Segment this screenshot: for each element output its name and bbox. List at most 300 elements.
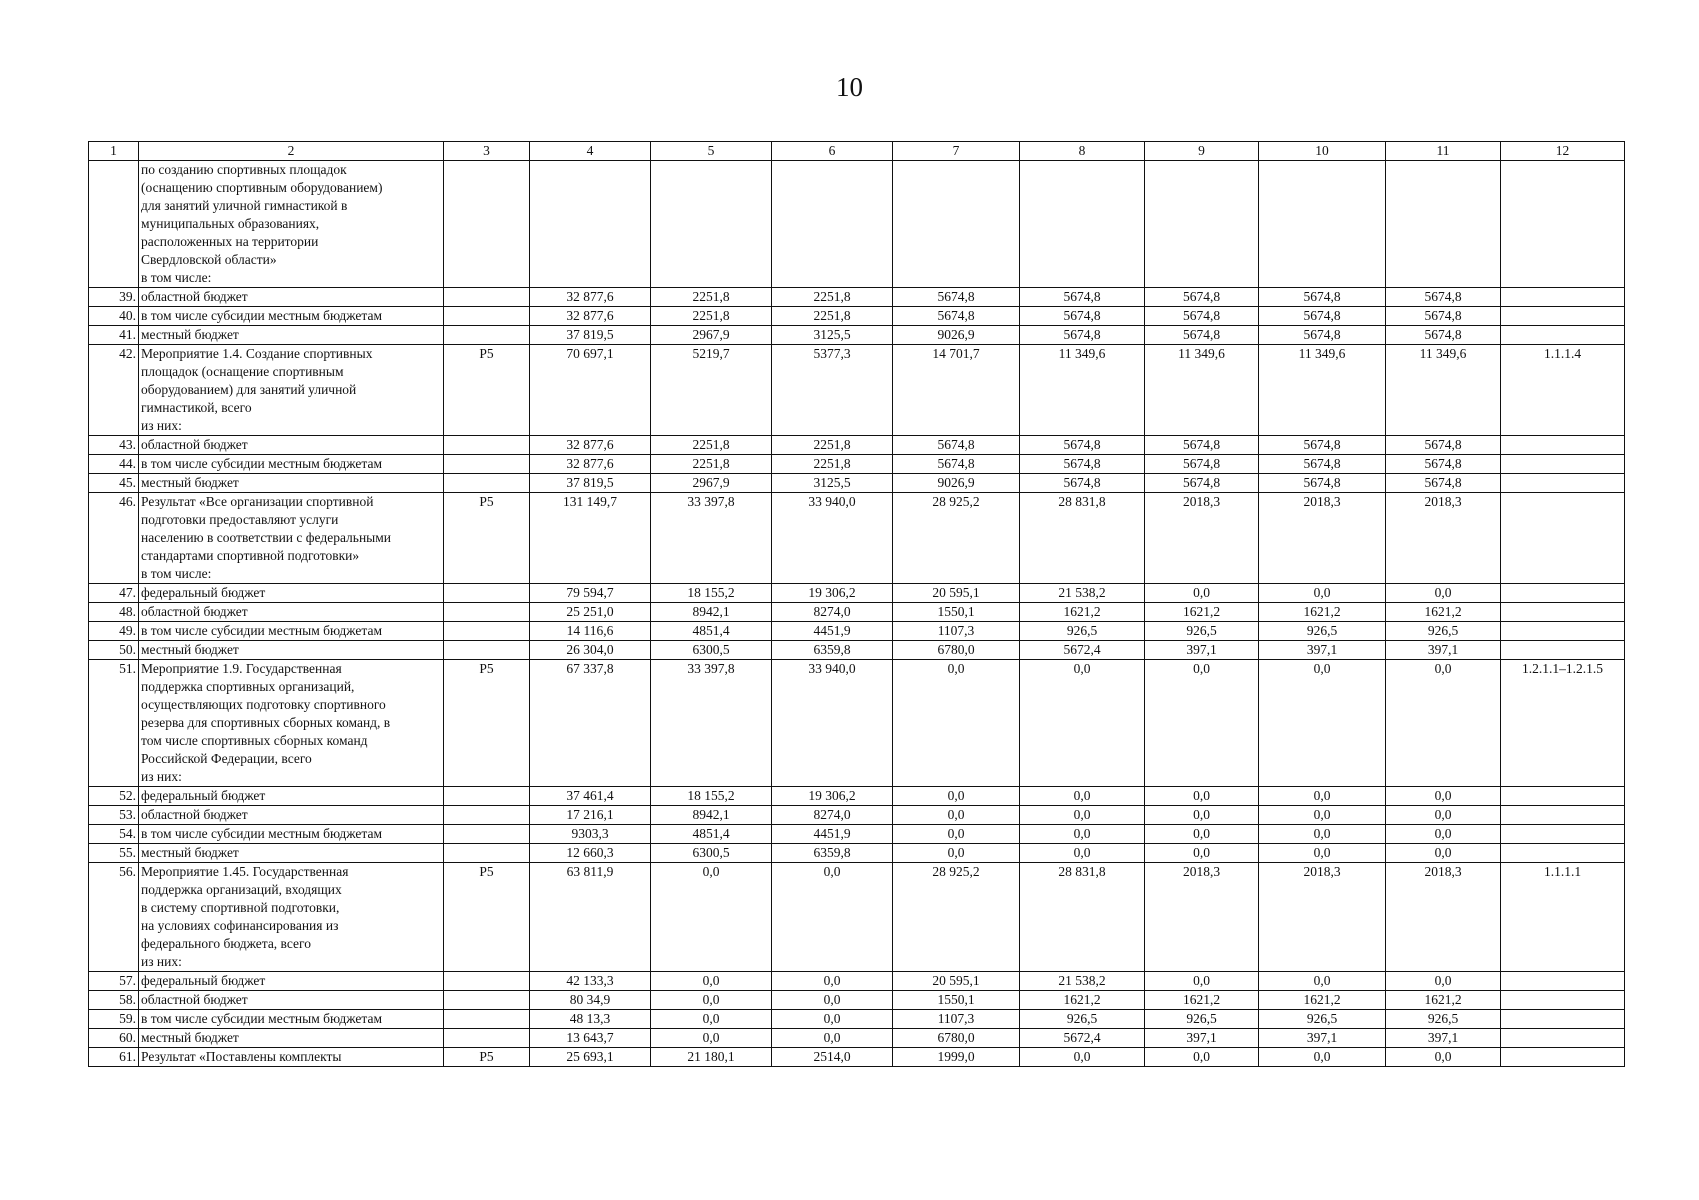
value-col-5: 8942,1	[651, 806, 772, 825]
value-col-6: 33 940,0	[772, 493, 893, 584]
value-col-6: 8274,0	[772, 806, 893, 825]
value-col-4: 48 13,3	[530, 1010, 651, 1029]
value-col-5: 4851,4	[651, 622, 772, 641]
value-col-10: 5674,8	[1259, 436, 1386, 455]
column-header: 10	[1259, 142, 1386, 161]
reference-code	[1501, 622, 1625, 641]
value-col-11: 0,0	[1386, 806, 1501, 825]
value-col-9: 926,5	[1145, 1010, 1259, 1029]
value-col-4: 32 877,6	[530, 436, 651, 455]
table-row	[89, 493, 1625, 584]
row-number: 41.	[89, 326, 139, 345]
row-description: местный бюджет	[139, 326, 444, 345]
row-description: областной бюджет	[139, 806, 444, 825]
value-col-9: 11 349,6	[1145, 345, 1259, 436]
value-col-10: 0,0	[1259, 844, 1386, 863]
value-col-11: 2018,3	[1386, 493, 1501, 584]
value-col-4: 25 693,1	[530, 1048, 651, 1067]
table-row	[89, 603, 1625, 622]
value-col-6: 0,0	[772, 991, 893, 1010]
value-col-8: 0,0	[1020, 660, 1145, 787]
value-col-10: 5674,8	[1259, 455, 1386, 474]
value-col-9: 0,0	[1145, 825, 1259, 844]
row-number: 52.	[89, 787, 139, 806]
row-description: областной бюджет	[139, 288, 444, 307]
table-row	[89, 660, 1625, 787]
value-col-7: 20 595,1	[893, 972, 1020, 991]
value-col-4: 79 594,7	[530, 584, 651, 603]
value-col-7: 1550,1	[893, 991, 1020, 1010]
value-col-11: 397,1	[1386, 1029, 1501, 1048]
value-col-4: 32 877,6	[530, 288, 651, 307]
value-col-7: 14 701,7	[893, 345, 1020, 436]
value-col-8: 11 349,6	[1020, 345, 1145, 436]
table-row	[89, 825, 1625, 844]
table-row	[89, 288, 1625, 307]
value-col-7: 1999,0	[893, 1048, 1020, 1067]
row-code: Р5	[444, 660, 530, 787]
reference-code	[1501, 1048, 1625, 1067]
row-number: 39.	[89, 288, 139, 307]
column-header: 6	[772, 142, 893, 161]
row-code	[444, 825, 530, 844]
value-col-11: 926,5	[1386, 622, 1501, 641]
value-col-8: 5674,8	[1020, 288, 1145, 307]
table-row	[89, 1029, 1625, 1048]
value-col-9: 2018,3	[1145, 863, 1259, 972]
value-col-5: 6300,5	[651, 844, 772, 863]
header-row	[89, 142, 1625, 161]
value-col-8: 0,0	[1020, 1048, 1145, 1067]
value-col-9: 0,0	[1145, 660, 1259, 787]
value-col-7: 9026,9	[893, 326, 1020, 345]
row-number: 43.	[89, 436, 139, 455]
reference-code	[1501, 326, 1625, 345]
value-col-9: 0,0	[1145, 1048, 1259, 1067]
row-number: 44.	[89, 455, 139, 474]
table-row	[89, 641, 1625, 660]
value-col-6: 2514,0	[772, 1048, 893, 1067]
value-col-10: 0,0	[1259, 1048, 1386, 1067]
value-col-11: 1621,2	[1386, 603, 1501, 622]
value-col-4: 9303,3	[530, 825, 651, 844]
value-col-7: 28 925,2	[893, 493, 1020, 584]
row-number: 53.	[89, 806, 139, 825]
value-col-10	[1259, 161, 1386, 288]
row-number: 45.	[89, 474, 139, 493]
value-col-10: 0,0	[1259, 660, 1386, 787]
value-col-10: 397,1	[1259, 1029, 1386, 1048]
value-col-10: 1621,2	[1259, 991, 1386, 1010]
reference-code	[1501, 474, 1625, 493]
value-col-9: 5674,8	[1145, 288, 1259, 307]
value-col-7: 0,0	[893, 787, 1020, 806]
value-col-4: 37 819,5	[530, 326, 651, 345]
table-row	[89, 787, 1625, 806]
row-number: 59.	[89, 1010, 139, 1029]
value-col-10: 926,5	[1259, 622, 1386, 641]
column-header: 5	[651, 142, 772, 161]
reference-code	[1501, 161, 1625, 288]
row-number: 50.	[89, 641, 139, 660]
value-col-6: 33 940,0	[772, 660, 893, 787]
row-number: 60.	[89, 1029, 139, 1048]
reference-code	[1501, 1010, 1625, 1029]
value-col-9: 2018,3	[1145, 493, 1259, 584]
value-col-10: 0,0	[1259, 825, 1386, 844]
value-col-7: 5674,8	[893, 455, 1020, 474]
table-row	[89, 844, 1625, 863]
value-col-4: 70 697,1	[530, 345, 651, 436]
row-number: 61.	[89, 1048, 139, 1067]
value-col-5: 33 397,8	[651, 493, 772, 584]
value-col-6: 2251,8	[772, 455, 893, 474]
value-col-10: 0,0	[1259, 806, 1386, 825]
reference-code	[1501, 436, 1625, 455]
row-code	[444, 307, 530, 326]
value-col-8: 926,5	[1020, 1010, 1145, 1029]
value-col-6: 6359,8	[772, 844, 893, 863]
value-col-9: 0,0	[1145, 972, 1259, 991]
value-col-7: 1107,3	[893, 1010, 1020, 1029]
row-number: 48.	[89, 603, 139, 622]
value-col-4: 32 877,6	[530, 307, 651, 326]
table-row	[89, 863, 1625, 972]
value-col-5: 2251,8	[651, 307, 772, 326]
value-col-10: 0,0	[1259, 787, 1386, 806]
row-description: местный бюджет	[139, 474, 444, 493]
value-col-4: 131 149,7	[530, 493, 651, 584]
reference-code	[1501, 584, 1625, 603]
value-col-8: 5674,8	[1020, 307, 1145, 326]
value-col-7: 5674,8	[893, 307, 1020, 326]
value-col-7: 6780,0	[893, 641, 1020, 660]
value-col-11: 0,0	[1386, 825, 1501, 844]
row-code	[444, 787, 530, 806]
value-col-5: 0,0	[651, 1029, 772, 1048]
row-code	[444, 455, 530, 474]
table-row	[89, 584, 1625, 603]
value-col-6: 0,0	[772, 1010, 893, 1029]
row-description: по созданию спортивных площадок (оснащению спортивным оборудованием) для занятий уличной гимнастикой в муниципальных образованиях, расположенных на территории Свердловской области» в том числе:	[139, 161, 444, 288]
value-col-10: 1621,2	[1259, 603, 1386, 622]
value-col-8: 0,0	[1020, 787, 1145, 806]
row-code	[444, 622, 530, 641]
value-col-10: 2018,3	[1259, 493, 1386, 584]
row-description: федеральный бюджет	[139, 584, 444, 603]
row-code	[444, 844, 530, 863]
value-col-8: 28 831,8	[1020, 863, 1145, 972]
value-col-10: 5674,8	[1259, 474, 1386, 493]
value-col-4: 17 216,1	[530, 806, 651, 825]
value-col-8: 5674,8	[1020, 455, 1145, 474]
value-col-4	[530, 161, 651, 288]
row-code	[444, 436, 530, 455]
value-col-11	[1386, 161, 1501, 288]
value-col-4: 26 304,0	[530, 641, 651, 660]
value-col-9: 0,0	[1145, 787, 1259, 806]
value-col-9: 5674,8	[1145, 474, 1259, 493]
row-description: в том числе субсидии местным бюджетам	[139, 825, 444, 844]
value-col-7: 28 925,2	[893, 863, 1020, 972]
value-col-6: 6359,8	[772, 641, 893, 660]
row-description: Результат «Поставлены комплекты	[139, 1048, 444, 1067]
reference-code	[1501, 1029, 1625, 1048]
value-col-11: 397,1	[1386, 641, 1501, 660]
row-description: Мероприятие 1.45. Государственная поддержка организаций, входящих в систему спортивной подготовки, на условиях софинансирования из федерального бюджета, всего из них:	[139, 863, 444, 972]
value-col-9: 5674,8	[1145, 326, 1259, 345]
table-body	[89, 161, 1625, 1067]
value-col-11: 0,0	[1386, 660, 1501, 787]
row-number: 51.	[89, 660, 139, 787]
row-code	[444, 288, 530, 307]
value-col-9: 397,1	[1145, 641, 1259, 660]
value-col-4: 37 819,5	[530, 474, 651, 493]
column-header: 3	[444, 142, 530, 161]
value-col-11: 5674,8	[1386, 474, 1501, 493]
row-code	[444, 584, 530, 603]
table-row	[89, 972, 1625, 991]
value-col-5: 0,0	[651, 1010, 772, 1029]
value-col-8: 5672,4	[1020, 1029, 1145, 1048]
value-col-5: 0,0	[651, 863, 772, 972]
value-col-5: 0,0	[651, 991, 772, 1010]
row-number: 56.	[89, 863, 139, 972]
value-col-7: 5674,8	[893, 288, 1020, 307]
reference-code	[1501, 972, 1625, 991]
row-number	[89, 161, 139, 288]
value-col-11: 5674,8	[1386, 436, 1501, 455]
value-col-11: 11 349,6	[1386, 345, 1501, 436]
value-col-11: 0,0	[1386, 972, 1501, 991]
value-col-9: 0,0	[1145, 806, 1259, 825]
value-col-8	[1020, 161, 1145, 288]
table-row	[89, 436, 1625, 455]
table-row	[89, 307, 1625, 326]
value-col-4: 32 877,6	[530, 455, 651, 474]
table-row	[89, 622, 1625, 641]
value-col-10: 0,0	[1259, 584, 1386, 603]
value-col-11: 5674,8	[1386, 326, 1501, 345]
value-col-6: 2251,8	[772, 307, 893, 326]
value-col-7: 0,0	[893, 806, 1020, 825]
value-col-9: 926,5	[1145, 622, 1259, 641]
value-col-8: 1621,2	[1020, 991, 1145, 1010]
value-col-5: 33 397,8	[651, 660, 772, 787]
row-number: 55.	[89, 844, 139, 863]
value-col-6: 2251,8	[772, 288, 893, 307]
row-description: в том числе субсидии местным бюджетам	[139, 455, 444, 474]
value-col-5: 18 155,2	[651, 584, 772, 603]
row-description: областной бюджет	[139, 991, 444, 1010]
value-col-7: 6780,0	[893, 1029, 1020, 1048]
row-number: 46.	[89, 493, 139, 584]
value-col-11: 5674,8	[1386, 288, 1501, 307]
value-col-4: 63 811,9	[530, 863, 651, 972]
value-col-11: 0,0	[1386, 584, 1501, 603]
row-number: 40.	[89, 307, 139, 326]
value-col-4: 12 660,3	[530, 844, 651, 863]
page-number: 10	[836, 72, 863, 102]
row-code	[444, 474, 530, 493]
value-col-7: 0,0	[893, 844, 1020, 863]
table-row	[89, 806, 1625, 825]
column-header: 12	[1501, 142, 1625, 161]
table-row	[89, 474, 1625, 493]
row-code	[444, 326, 530, 345]
value-col-8: 28 831,8	[1020, 493, 1145, 584]
value-col-11: 0,0	[1386, 844, 1501, 863]
value-col-11: 0,0	[1386, 1048, 1501, 1067]
value-col-9: 5674,8	[1145, 455, 1259, 474]
row-description: Результат «Все организации спортивной подготовки предоставляют услуги населению в соответствии с федеральными стандартами спортивной подготовки» в том числе:	[139, 493, 444, 584]
value-col-9: 0,0	[1145, 584, 1259, 603]
table-row	[89, 161, 1625, 288]
column-header: 1	[89, 142, 139, 161]
reference-code	[1501, 493, 1625, 584]
column-header: 4	[530, 142, 651, 161]
row-description: в том числе субсидии местным бюджетам	[139, 1010, 444, 1029]
value-col-7: 1550,1	[893, 603, 1020, 622]
value-col-5: 8942,1	[651, 603, 772, 622]
value-col-8: 5674,8	[1020, 436, 1145, 455]
row-number: 49.	[89, 622, 139, 641]
value-col-10: 0,0	[1259, 972, 1386, 991]
row-description: в том числе субсидии местным бюджетам	[139, 307, 444, 326]
value-col-6: 0,0	[772, 972, 893, 991]
value-col-11: 5674,8	[1386, 455, 1501, 474]
value-col-7: 0,0	[893, 660, 1020, 787]
value-col-5: 0,0	[651, 972, 772, 991]
value-col-6: 0,0	[772, 863, 893, 972]
column-header: 8	[1020, 142, 1145, 161]
value-col-8: 0,0	[1020, 825, 1145, 844]
value-col-8: 5674,8	[1020, 474, 1145, 493]
row-number: 54.	[89, 825, 139, 844]
value-col-6: 5377,3	[772, 345, 893, 436]
value-col-4: 37 461,4	[530, 787, 651, 806]
value-col-7: 20 595,1	[893, 584, 1020, 603]
row-description: Мероприятие 1.4. Создание спортивных площадок (оснащение спортивным оборудованием) для занятий уличной гимнастикой, всего из них:	[139, 345, 444, 436]
row-description: в том числе субсидии местным бюджетам	[139, 622, 444, 641]
row-code: Р5	[444, 863, 530, 972]
value-col-10: 2018,3	[1259, 863, 1386, 972]
reference-code	[1501, 825, 1625, 844]
value-col-5	[651, 161, 772, 288]
value-col-10: 5674,8	[1259, 307, 1386, 326]
column-header: 2	[139, 142, 444, 161]
value-col-10: 397,1	[1259, 641, 1386, 660]
value-col-8: 0,0	[1020, 844, 1145, 863]
column-header: 11	[1386, 142, 1501, 161]
value-col-6: 2251,8	[772, 436, 893, 455]
value-col-5: 21 180,1	[651, 1048, 772, 1067]
value-col-4: 14 116,6	[530, 622, 651, 641]
budget-table	[88, 141, 1625, 1067]
column-header: 7	[893, 142, 1020, 161]
value-col-8: 5674,8	[1020, 326, 1145, 345]
reference-code	[1501, 455, 1625, 474]
value-col-9	[1145, 161, 1259, 288]
reference-code	[1501, 806, 1625, 825]
table-row	[89, 326, 1625, 345]
table-row	[89, 1048, 1625, 1067]
row-description: Мероприятие 1.9. Государственная поддержка спортивных организаций, осуществляющих подготовку спортивного резерва для спортивных сборных команд, в том числе спортивных сборных команд Российской Федерации, всего из них:	[139, 660, 444, 787]
value-col-7: 0,0	[893, 825, 1020, 844]
row-number: 42.	[89, 345, 139, 436]
row-code	[444, 161, 530, 288]
reference-code	[1501, 991, 1625, 1010]
value-col-5: 5219,7	[651, 345, 772, 436]
value-col-8: 1621,2	[1020, 603, 1145, 622]
value-col-10: 11 349,6	[1259, 345, 1386, 436]
value-col-4: 13 643,7	[530, 1029, 651, 1048]
row-description: областной бюджет	[139, 436, 444, 455]
reference-code	[1501, 787, 1625, 806]
row-code	[444, 806, 530, 825]
value-col-10: 5674,8	[1259, 326, 1386, 345]
value-col-4: 80 34,9	[530, 991, 651, 1010]
row-description: местный бюджет	[139, 641, 444, 660]
row-code	[444, 641, 530, 660]
value-col-4: 25 251,0	[530, 603, 651, 622]
value-col-5: 18 155,2	[651, 787, 772, 806]
value-col-4: 42 133,3	[530, 972, 651, 991]
column-header: 9	[1145, 142, 1259, 161]
row-description: местный бюджет	[139, 1029, 444, 1048]
value-col-6: 0,0	[772, 1029, 893, 1048]
reference-code: 1.1.1.1	[1501, 863, 1625, 972]
row-code	[444, 991, 530, 1010]
table-row	[89, 991, 1625, 1010]
table-row	[89, 1010, 1625, 1029]
table-row	[89, 455, 1625, 474]
row-description: областной бюджет	[139, 603, 444, 622]
value-col-9: 397,1	[1145, 1029, 1259, 1048]
value-col-7: 9026,9	[893, 474, 1020, 493]
row-number: 47.	[89, 584, 139, 603]
value-col-8: 21 538,2	[1020, 584, 1145, 603]
row-number: 58.	[89, 991, 139, 1010]
row-description: федеральный бюджет	[139, 972, 444, 991]
value-col-5: 2251,8	[651, 288, 772, 307]
row-code	[444, 603, 530, 622]
row-code	[444, 1010, 530, 1029]
row-description: федеральный бюджет	[139, 787, 444, 806]
value-col-5: 2251,8	[651, 455, 772, 474]
value-col-8: 5672,4	[1020, 641, 1145, 660]
reference-code: 1.2.1.1–1.2.1.5	[1501, 660, 1625, 787]
value-col-6: 19 306,2	[772, 787, 893, 806]
row-code	[444, 1029, 530, 1048]
value-col-6: 4451,9	[772, 622, 893, 641]
reference-code	[1501, 307, 1625, 326]
table-row	[89, 345, 1625, 436]
value-col-10: 5674,8	[1259, 288, 1386, 307]
value-col-9: 5674,8	[1145, 307, 1259, 326]
value-col-5: 4851,4	[651, 825, 772, 844]
value-col-5: 2967,9	[651, 474, 772, 493]
value-col-9: 5674,8	[1145, 436, 1259, 455]
value-col-11: 5674,8	[1386, 307, 1501, 326]
reference-code	[1501, 844, 1625, 863]
value-col-11: 0,0	[1386, 787, 1501, 806]
row-number: 57.	[89, 972, 139, 991]
value-col-9: 0,0	[1145, 844, 1259, 863]
value-col-8: 926,5	[1020, 622, 1145, 641]
reference-code	[1501, 288, 1625, 307]
value-col-7: 5674,8	[893, 436, 1020, 455]
